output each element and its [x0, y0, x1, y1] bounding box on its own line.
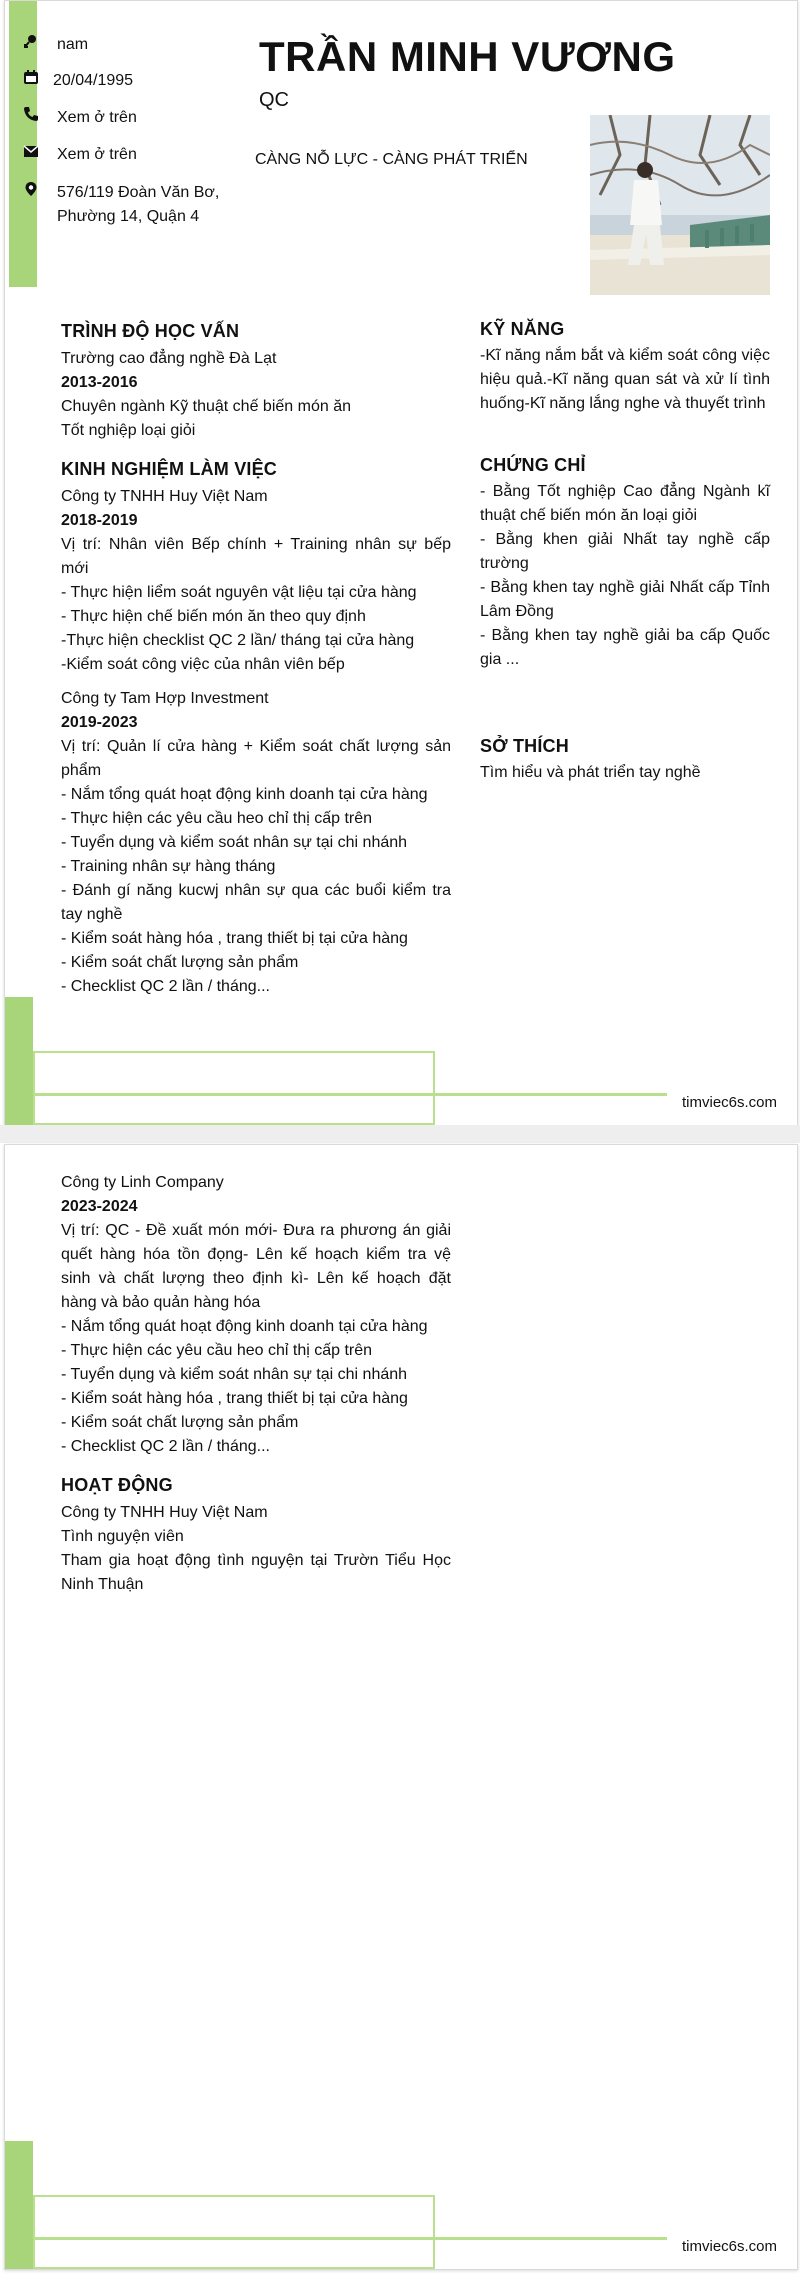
education-block [61, 347, 451, 443]
footer-website: timviec6s.com [682, 1094, 778, 1111]
profile-photo [590, 115, 770, 295]
job-line: - Nắm tổng quát hoạt động kinh doanh tại cửa hàng [61, 786, 428, 803]
education-major: Chuyên ngành Kỹ thuật chế biến món ăn [61, 398, 351, 415]
contact-birthday [5, 69, 133, 93]
job-years: 2023-2024 [61, 1198, 138, 1215]
job-line: - Kiểm soát hàng hóa , trang thiết bị tại cửa hàng [61, 1390, 408, 1407]
job-line: - Kiểm soát chất lượng sản phẩm [61, 1414, 299, 1431]
calendar-icon [23, 69, 39, 85]
contact-gender-text: nam [57, 36, 89, 53]
job-line: - Tuyển dụng và kiểm soát nhân sự tại chi nhánh [61, 1366, 408, 1383]
experience-job-1 [61, 485, 451, 677]
candidate-name: TRẦN MINH VƯƠNG [259, 33, 676, 80]
job-line: -Kiểm soát công việc của nhân viên bếp [61, 656, 345, 673]
certificate-item: - Bằng khen tay nghề giải ba cấp Quốc gia ... [480, 627, 770, 668]
certificate-item: - Bằng khen giải Nhất tay nghề cấp trường [480, 531, 770, 572]
job-line: - Kiểm soát hàng hóa , trang thiết bị tại cửa hàng [61, 930, 408, 947]
experience-job-3 [61, 1171, 451, 1459]
job-line: - Thực hiện liểm soát nguyên vật liệu tại cửa hàng [61, 584, 417, 601]
job-years: 2019-2023 [61, 714, 138, 731]
job-line: - Thực hiện chế biến món ăn theo quy định [61, 608, 366, 625]
contact-email-text: Xem ở trên [57, 146, 137, 163]
job-line: - Checklist QC 2 lần / tháng... [61, 1438, 270, 1455]
job-line: Vị trí: Nhân viên Bếp chính + Training nhân sự bếp mới [61, 536, 451, 577]
footer-rule [33, 2237, 667, 2240]
experience-heading: KINH NGHIỆM LÀM VIỆC [61, 459, 278, 479]
job-company: Công ty Linh Company [61, 1174, 224, 1191]
location-icon [23, 181, 39, 197]
activities-heading: HOẠT ĐỘNG [61, 1475, 173, 1495]
job-line: -Thực hiện checklist QC 2 lần/ tháng tại cửa hàng [61, 632, 415, 649]
footer-accent-strip [5, 2141, 33, 2269]
job-line: - Nắm tổng quát hoạt động kinh doanh tại cửa hàng [61, 1318, 428, 1335]
experience-job-2 [61, 687, 451, 999]
skills-heading: KỸ NĂNG [480, 319, 565, 339]
job-line: - Thực hiện các yêu cầu heo chỉ thị cấp trên [61, 1342, 373, 1359]
footer-rule [33, 1093, 667, 1096]
job-company: Công ty TNHH Huy Việt Nam [61, 488, 268, 505]
footer-frame [33, 2195, 435, 2269]
gender-icon [23, 33, 39, 49]
job-line: Vị trí: QC - Đề xuất món mới- Đưa ra phương án giải quết hàng hóa tồn đọng- Lên kế hoạch kiểm tra vệ sinh và chất lượng theo định kì- Lên kế hoạch đặt hàng và bảo quản hàng hóa [61, 1222, 451, 1311]
job-years: 2018-2019 [61, 512, 138, 529]
education-school: Trường cao đẳng nghề Đà Lạt [61, 350, 277, 367]
job-line: - Đánh gí năng kucwj nhân sự qua các buổi kiểm tra tay nghề [61, 882, 451, 923]
hobbies-text: Tìm hiểu và phát triển tay nghề [480, 764, 701, 781]
candidate-title: QC [259, 89, 289, 111]
contact-phone [5, 106, 137, 130]
certificate-item: - Bằng Tốt nghiệp Cao đẳng Ngành kĩ thuật chế biến món ăn loại giỏi [480, 483, 770, 524]
job-line: - Tuyển dụng và kiểm soát nhân sự tại chi nhánh [61, 834, 408, 851]
job-company: Công ty Tam Hợp Investment [61, 690, 269, 707]
contact-address [5, 181, 257, 229]
job-line: - Training nhân sự hàng tháng [61, 858, 276, 875]
job-line: - Thực hiện các yêu cầu heo chỉ thị cấp trên [61, 810, 373, 827]
activity-role: Tình nguyện viên [61, 1528, 184, 1545]
cv-page-2 [4, 1144, 798, 2270]
education-grade: Tốt nghiệp loại giỏi [61, 422, 196, 439]
activities-block [61, 1501, 451, 1597]
footer-frame [33, 1051, 435, 1125]
contact-email [5, 143, 137, 167]
phone-icon [23, 106, 39, 122]
certificates-heading: CHỨNG CHỈ [480, 455, 586, 475]
skills-text: -Kĩ năng nắm bắt và kiểm soát công việc hiệu quả.-Kĩ năng quan sát và xử lí tình huống-Kĩ năng lắng nghe và thuyết trình [480, 347, 770, 412]
certificate-item: - Bằng khen tay nghề giải Nhất cấp Tỉnh Lâm Đồng [480, 579, 770, 620]
hobbies-heading: SỞ THÍCH [480, 736, 569, 756]
email-icon [23, 143, 39, 159]
contact-gender [5, 33, 88, 57]
certificates-list [480, 480, 770, 672]
footer-website: timviec6s.com [682, 2238, 778, 2255]
cv-page-1 [4, 0, 798, 1126]
contact-address-text: 576/119 Đoàn Văn Bơ, Phường 14, Quận 4 [57, 184, 220, 225]
job-line: - Kiểm soát chất lượng sản phẩm [61, 954, 299, 971]
job-line: - Checklist QC 2 lần / tháng... [61, 978, 270, 995]
candidate-motto: CÀNG NỖ LỰC - CÀNG PHÁT TRIỂN [255, 151, 528, 168]
contact-birthday-text: 20/04/1995 [53, 72, 134, 89]
education-years: 2013-2016 [61, 374, 138, 391]
activity-text: Tham gia hoạt động tình nguyện tại Trườn Tiểu Học Ninh Thuận [61, 1552, 451, 1593]
education-heading: TRÌNH ĐỘ HỌC VẤN [61, 321, 240, 341]
job-line: Vị trí: Quản lí cửa hàng + Kiểm soát chất lượng sản phẩm [61, 738, 451, 779]
page-gap [0, 1125, 800, 1143]
activity-company: Công ty TNHH Huy Việt Nam [61, 1504, 268, 1521]
footer-accent-strip [5, 997, 33, 1125]
contact-phone-text: Xem ở trên [57, 109, 137, 126]
